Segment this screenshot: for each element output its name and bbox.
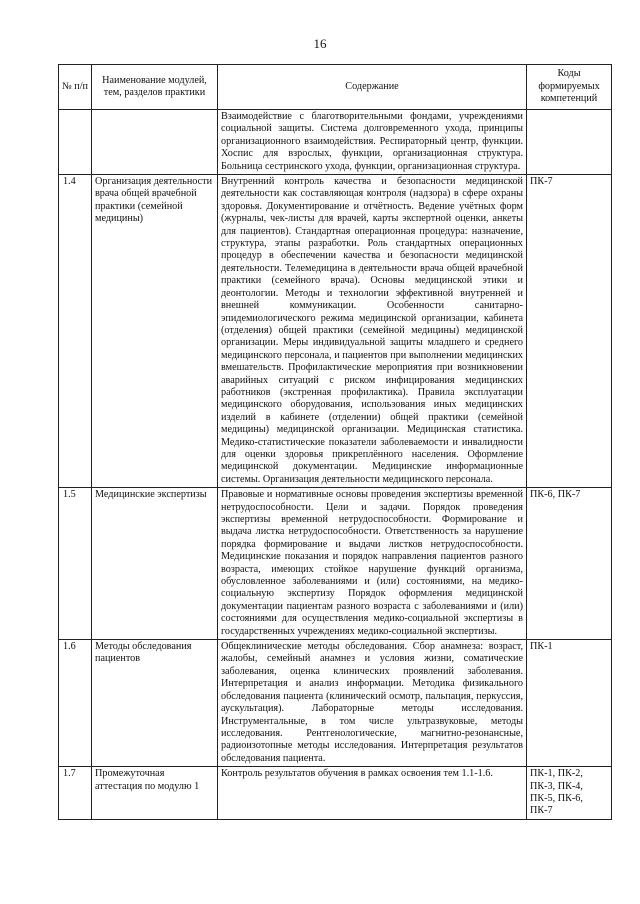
row-codes: ПК-1, ПК-2, ПК-3, ПК-4, ПК-5, ПК-6, ПК-7 bbox=[527, 767, 612, 820]
page-number: 16 bbox=[313, 36, 327, 51]
row-codes: ПК-6, ПК-7 bbox=[527, 488, 612, 640]
header-content: Содержание bbox=[218, 65, 527, 110]
row-name: Организация деятельности врача общей врачебной практики (семейной медицины) bbox=[92, 175, 218, 488]
row-num: 1.5 bbox=[59, 488, 92, 640]
row-codes: ПК-7 bbox=[527, 175, 612, 488]
header-name: Наименование модулей, тем, разделов практики bbox=[92, 65, 218, 110]
row-content: Внутренний контроль качества и безопасности медицинской деятельности как составляющая контроля (надзора) в сфере охраны здоровья. Документирование и отчётность. Ведение учётных форм (журналы, чек-листы для врачей, карты экспертной оценки, анкеты для пациентов). Стандартная операционная процедура: назначение, структура, этапы разработки. Роль стандартных операционных процедур в обеспечении качества и безопасности медицинской деятельности. Телемедицина в деятельности врача общей врачебной практики (семейного врача). Основы медицинской этики и деонтологии. Методы и технологии эффективной внутренней и внешней коммуникации. Особенности санитарно-эпидемиологического режима медицинской организации, кабинета (отделения) общей практики (семейной медицины) медицинской организации. Меры индивидуальной защиты младшего и среднего медицинского персонала, и пациентов при выполнении медицинских вмешательств. Профилактические мероприятия при возникновении аварийных ситуаций с риском инфицирования медицинских работников (экстренная профилактика). Правила эксплуатации медицинского оборудования, использования иных медицинских изделий в кабинете (отделении) общей практики (семейной медицины) медицинской организации. Медицинская статистика. Медико-статистические показатели заболеваемости и инвалидности для оценки здоровья прикреплённого населения. Оформление медицинской документации. Медицинские информационные системы. Организация деятельности медицинского персонала. bbox=[218, 175, 527, 488]
table-row bbox=[59, 767, 612, 820]
row-name bbox=[92, 110, 218, 175]
row-content: Общеклинические методы обследования. Сбор анамнеза: возраст, жалобы, семейный анамнез и условия жизни, соматические заболевания, оценка клинических проявлений заболевания. Интерпретация и анализ информации. Методика физикального обследования пациента (клинический осмотр, пальпация, перкуссия, аускультация). Лабораторные методы исследования. Инструментальные, в том числе ультразвуковые, методы исследования. Рентгенологические, магнитно-резонансные, радиоизотопные методы исследования. Интерпретация результатов обследования пациента. bbox=[218, 640, 527, 767]
table-row bbox=[59, 175, 612, 488]
row-num: 1.4 bbox=[59, 175, 92, 488]
row-name: Промежуточная аттестация по модулю 1 bbox=[92, 767, 218, 820]
table-row bbox=[59, 640, 612, 767]
header-num: № п/п bbox=[59, 65, 92, 110]
curriculum-table bbox=[58, 64, 612, 820]
row-name: Медицинские экспертизы bbox=[92, 488, 218, 640]
row-content: Взаимодействие с благотворительными фондами, учреждениями социальной защиты. Система долговременного ухода, принципы организационного взаимодействия. Респираторный центр, функции. Хоспис для взрослых, функции, организационная структура. Больница сестринского ухода, функции, организационная структура. bbox=[218, 110, 527, 175]
table-row bbox=[59, 488, 612, 640]
row-codes: ПК-1 bbox=[527, 640, 612, 767]
row-content: Контроль результатов обучения в рамках освоения тем 1.1-1.6. bbox=[218, 767, 527, 820]
row-content: Правовые и нормативные основы проведения экспертизы временной нетрудоспособности. Цели и задачи. Порядок проведения экспертизы временной нетрудоспособности. Формирование и выдача листка нетрудоспособности. Ответственность за нарушение порядка формирование и выдачи листков нетрудоспособности. Медицинские показания и порядок направления пациентов разного возраста, имеющих стойкое нарушение функций организма, обусловленное заболеваниями и (или) состояниями, на медико-социальную экспертизу Порядок оформления медицинской документации пациентам разного возраста с заболеваниями и (или) состояниями для осуществления медико-социальной экспертизы в государственных учреждениях медико-социальной экспертизы. bbox=[218, 488, 527, 640]
table-header-row bbox=[59, 65, 612, 110]
row-num: 1.7 bbox=[59, 767, 92, 820]
row-codes bbox=[527, 110, 612, 175]
row-name: Методы обследования пациентов bbox=[92, 640, 218, 767]
table-row bbox=[59, 110, 612, 175]
row-num bbox=[59, 110, 92, 175]
header-codes: Коды формируемых компетенций bbox=[527, 65, 612, 110]
row-num: 1.6 bbox=[59, 640, 92, 767]
